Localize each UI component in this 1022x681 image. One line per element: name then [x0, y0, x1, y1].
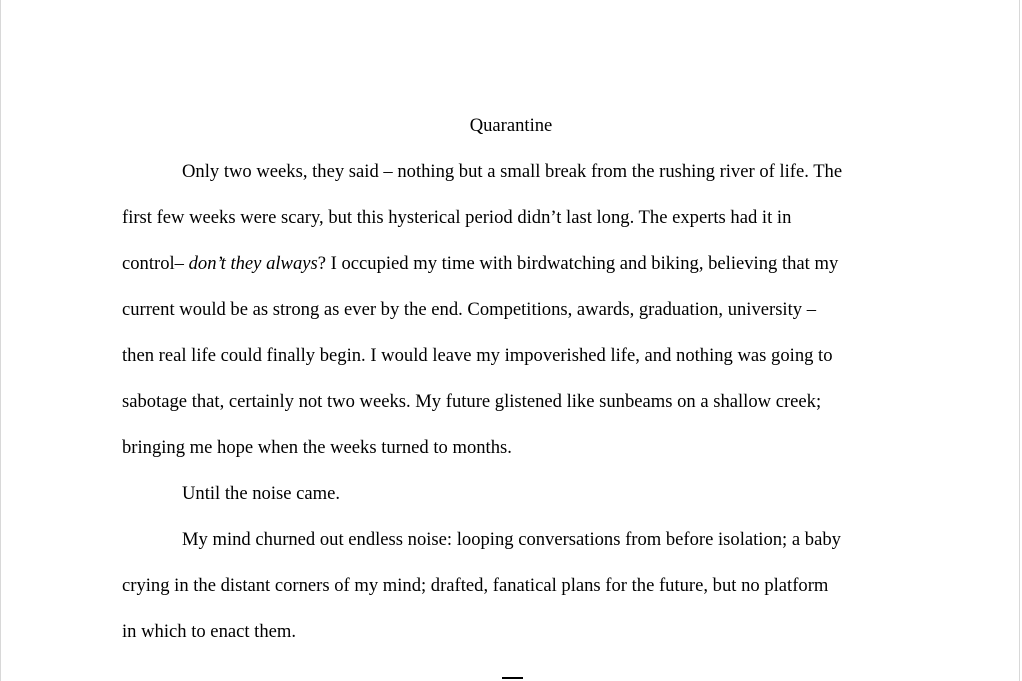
- paragraph-1-line-1: Only two weeks, they said – nothing but a small break from the rushing river of life. The: [182, 161, 843, 182]
- document-title: Quarantine: [469, 115, 553, 136]
- paragraph-3-line-3: in which to enact them.: [122, 621, 297, 642]
- paragraph-1-line-5: then real life could finally begin. I would leave my impoverished life, and nothing was going to: [122, 345, 833, 366]
- italic-phrase: don’t they always: [188, 253, 318, 274]
- line-text: ? I occupied my time with birdwatching and biking, believing that my: [317, 253, 839, 274]
- paragraph-1-line-3: [122, 252, 838, 276]
- paragraph-1-line-7: bringing me hope when the weeks turned to months.: [122, 437, 512, 458]
- line-text: control–: [122, 253, 189, 274]
- paragraph-2-line-1: Until the noise came.: [182, 483, 341, 504]
- paragraph-1-line-4: current would be as strong as ever by the end. Competitions, awards, graduation, university –: [122, 299, 817, 320]
- text-cursor: [502, 677, 523, 679]
- paragraph-1-line-6: sabotage that, certainly not two weeks. My future glistened like sunbeams on a shallow creek;: [122, 391, 822, 412]
- paragraph-3-line-1: My mind churned out endless noise: looping conversations from before isolation; a baby: [182, 529, 841, 550]
- paragraph-3-line-2: crying in the distant corners of my mind; drafted, fanatical plans for the future, but no platform: [122, 575, 829, 596]
- paragraph-1-line-2: first few weeks were scary, but this hysterical period didn’t last long. The experts had it in: [122, 207, 792, 228]
